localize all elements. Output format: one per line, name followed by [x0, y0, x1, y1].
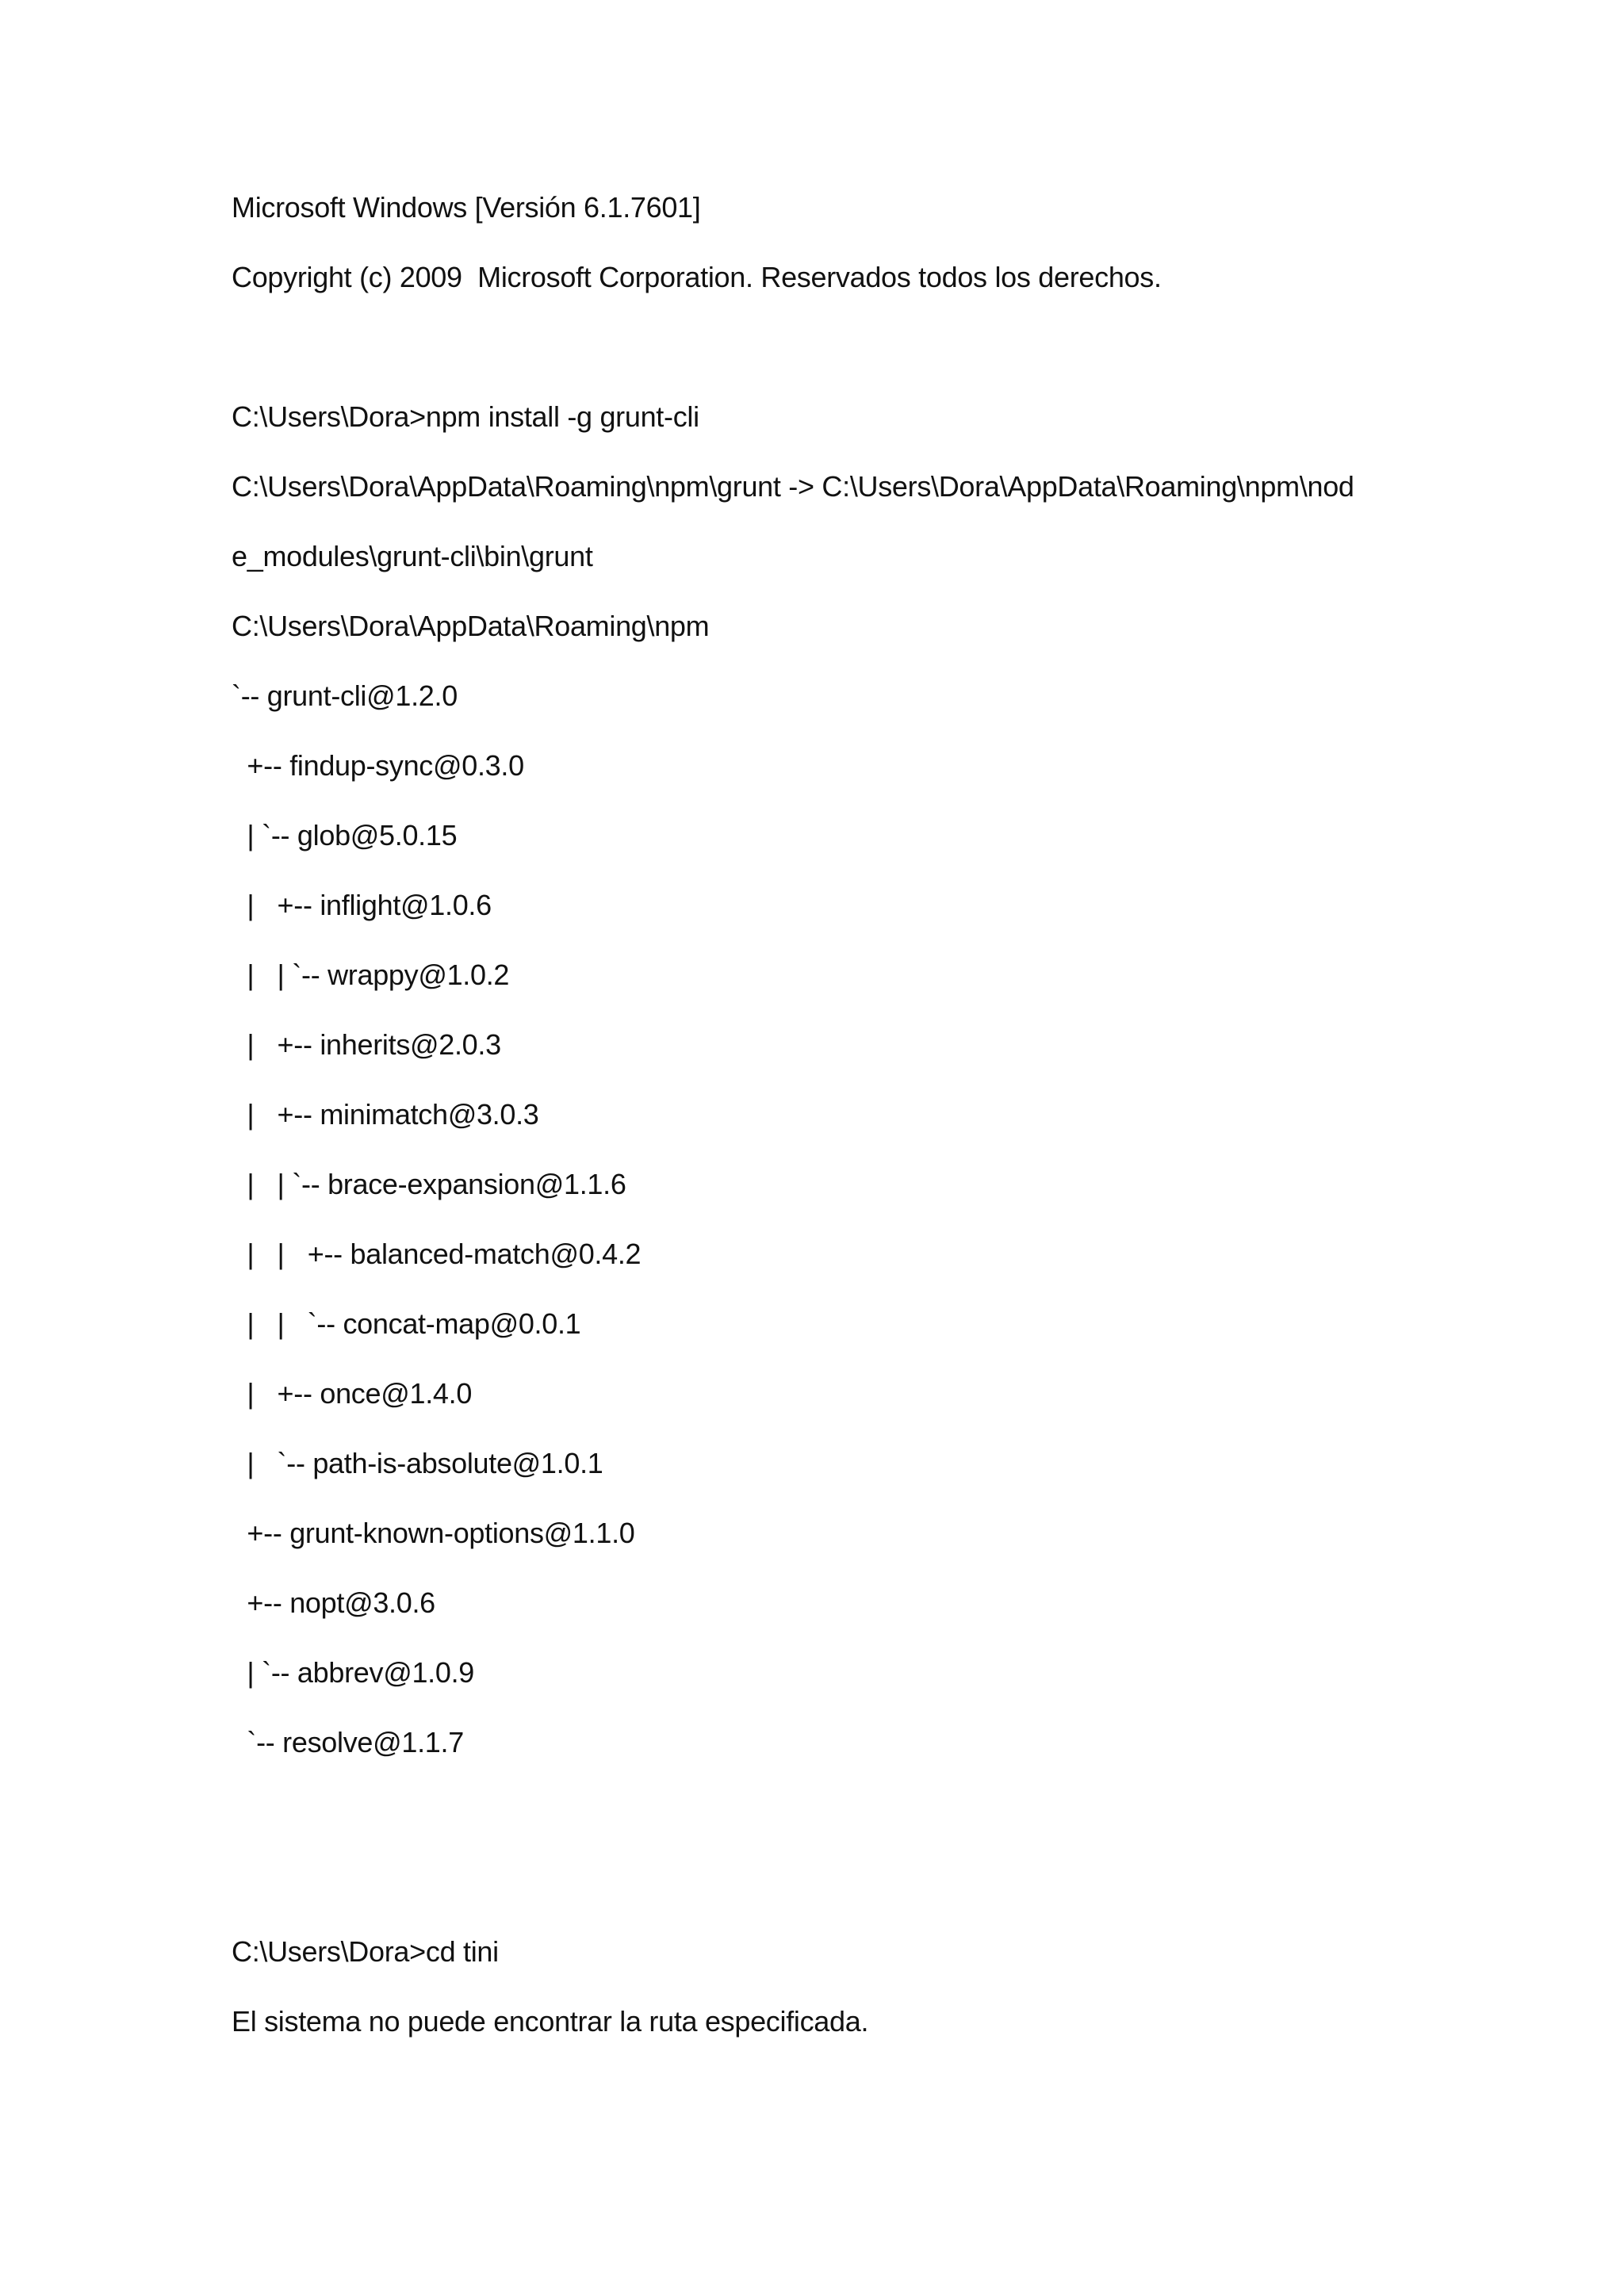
dependency-tree-line: | | `-- brace-expansion@1.1.6 [232, 1168, 626, 1200]
dependency-tree-line: +-- findup-sync@0.3.0 [232, 749, 524, 782]
dependency-tree-line: | `-- glob@5.0.15 [232, 819, 458, 851]
dependency-tree-line: +-- nopt@3.0.6 [232, 1586, 435, 1619]
dependency-tree-line: | +-- inherits@2.0.3 [232, 1028, 501, 1061]
os-version-line: Microsoft Windows [Versión 6.1.7601] [232, 191, 701, 224]
dependency-tree-line: `-- resolve@1.1.7 [232, 1726, 464, 1758]
dependency-tree-line: +-- grunt-known-options@1.1.0 [232, 1517, 635, 1549]
dependency-tree-line: | +-- minimatch@3.0.3 [232, 1098, 539, 1131]
dependency-tree-line: | `-- abbrev@1.0.9 [232, 1656, 475, 1689]
dependency-tree-line: | `-- path-is-absolute@1.0.1 [232, 1447, 603, 1479]
dependency-tree-line: | +-- once@1.4.0 [232, 1377, 473, 1410]
dependency-tree-line: | | `-- concat-map@0.0.1 [232, 1307, 581, 1340]
dependency-tree-line: | +-- inflight@1.0.6 [232, 889, 492, 921]
dependency-tree-line: `-- grunt-cli@1.2.0 [232, 679, 458, 712]
command-line: C:\Users\Dora>npm install -g grunt-cli [232, 400, 699, 433]
copyright-line: Copyright (c) 2009 Microsoft Corporation. Reservados todos los derechos. [232, 261, 1162, 293]
output-line: C:\Users\Dora\AppData\Roaming\npm [232, 610, 710, 642]
error-message-line: El sistema no puede encontrar la ruta especificada. [232, 2005, 869, 2038]
output-line: e_modules\grunt-cli\bin\grunt [232, 540, 593, 572]
output-line: C:\Users\Dora\AppData\Roaming\npm\grunt -> C:\Users\Dora\AppData\Roaming\npm\nod [232, 470, 1354, 503]
dependency-tree-line: | | `-- wrappy@1.0.2 [232, 959, 510, 991]
command-line: C:\Users\Dora>cd tini [232, 1935, 499, 1968]
dependency-tree-line: | | +-- balanced-match@0.4.2 [232, 1238, 642, 1270]
